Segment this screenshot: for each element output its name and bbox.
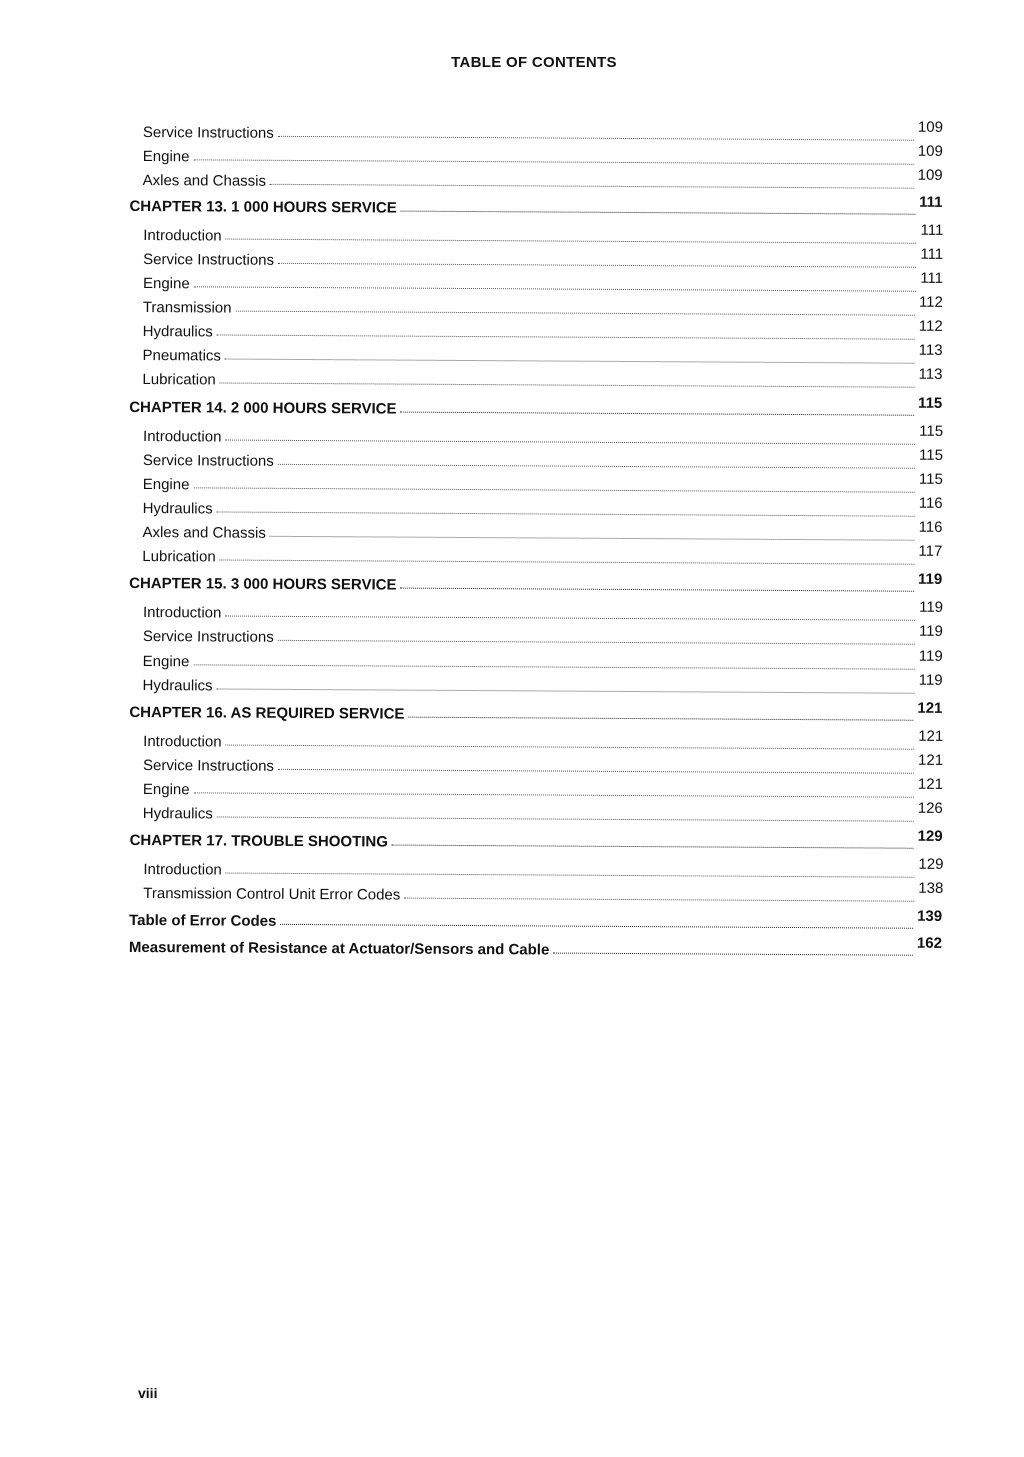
toc-entry-page: 121 — [918, 727, 944, 745]
dot-leader — [226, 239, 917, 244]
dot-leader — [217, 511, 915, 516]
dot-leader — [400, 588, 913, 592]
toc-entry-label: Engine — [142, 653, 190, 671]
page-number: viii — [138, 1385, 158, 1401]
toc-entry-page: 112 — [918, 293, 943, 311]
toc-entry-page: 119 — [918, 671, 943, 689]
toc-entry[interactable] — [143, 728, 943, 755]
toc-chapter-label: Table of Error Codes — [129, 911, 277, 930]
toc-entry-page: 162 — [916, 934, 943, 952]
toc-entry[interactable] — [143, 294, 943, 321]
dot-leader — [278, 640, 915, 645]
toc-entry-label: Introduction — [143, 227, 222, 245]
toc-entry-page: 119 — [918, 622, 943, 640]
toc-entry[interactable] — [143, 623, 943, 650]
toc-entry[interactable] — [142, 672, 942, 699]
toc-entry-label: Introduction — [143, 733, 222, 751]
toc-entry-label: Introduction — [142, 604, 222, 622]
toc-entry[interactable] — [143, 143, 943, 170]
toc-entry[interactable] — [143, 495, 943, 522]
toc-entry-label: Service Instructions — [142, 628, 274, 646]
toc-entry-label: Lubrication — [142, 371, 216, 389]
toc-entry-page: 109 — [917, 166, 943, 184]
toc-entry-label: Engine — [142, 275, 190, 293]
toc-entry-page: 126 — [917, 799, 943, 817]
toc-entry[interactable] — [143, 752, 943, 779]
toc-entry-page: 111 — [920, 245, 944, 263]
toc-entry[interactable] — [142, 519, 942, 546]
dot-leader — [220, 382, 915, 387]
toc-entry-page: 115 — [919, 422, 944, 440]
dot-leader — [278, 769, 914, 774]
dot-leader — [278, 136, 914, 141]
toc-entry-page: 115 — [918, 470, 943, 488]
toc-entry-page: 115 — [918, 446, 944, 464]
toc-chapter-label: CHAPTER 15. 3 000 HOURS SERVICE — [129, 574, 397, 594]
toc-entry[interactable] — [143, 270, 943, 297]
toc-entry-page: 111 — [919, 193, 943, 211]
dot-leader — [217, 334, 915, 339]
dot-leader — [553, 953, 913, 956]
dot-leader — [404, 898, 914, 902]
toc-chapter-label: Measurement of Resistance at Actuator/Sensors and Cable — [128, 938, 550, 959]
toc-entry-label: Service Instructions — [142, 452, 274, 470]
toc-chapter-entry[interactable] — [129, 907, 942, 934]
toc-entry[interactable] — [143, 471, 943, 498]
toc-entry[interactable] — [143, 800, 943, 827]
dot-leader — [278, 464, 915, 469]
toc-entry-label: Hydraulics — [142, 323, 213, 341]
dot-leader — [193, 159, 913, 164]
toc-entry-page: 119 — [918, 647, 943, 665]
toc-chapter-entry[interactable] — [129, 193, 942, 220]
dot-leader — [392, 845, 914, 849]
toc-entry-page: 117 — [918, 542, 943, 560]
toc-entry[interactable] — [143, 342, 943, 369]
dot-leader — [401, 412, 914, 416]
toc-chapter-entry[interactable] — [129, 394, 942, 421]
toc-entry[interactable] — [143, 222, 943, 249]
toc-entry-page: 113 — [918, 341, 943, 359]
toc-entry[interactable] — [143, 167, 943, 194]
toc-entry-label: Axles and Chassis — [142, 172, 267, 190]
toc-entry[interactable] — [143, 119, 943, 146]
toc-entry-label: Engine — [142, 476, 190, 494]
toc-chapter-label: CHAPTER 14. 2 000 HOURS SERVICE — [129, 398, 397, 418]
toc-entry-label: Introduction — [143, 428, 222, 446]
toc-entry-page: 113 — [918, 365, 943, 383]
toc-entry-label: Hydraulics — [142, 805, 213, 823]
toc-entry-page: 129 — [918, 855, 944, 873]
dot-leader — [220, 559, 915, 564]
toc-chapter-label: CHAPTER 17. TROUBLE SHOOTING — [129, 831, 389, 851]
toc-entry-label: Engine — [142, 148, 190, 166]
dot-leader — [401, 211, 915, 215]
dot-leader — [194, 286, 916, 291]
toc-entry-page: 121 — [917, 775, 944, 793]
dot-leader — [225, 359, 915, 364]
toc-entry-page: 139 — [917, 907, 943, 925]
dot-leader — [193, 664, 914, 669]
dot-leader — [217, 816, 914, 821]
dot-leader — [225, 616, 915, 621]
dot-leader — [278, 263, 916, 268]
toc-entry-label: Service Instructions — [143, 251, 275, 269]
toc-entry-page: 119 — [919, 598, 944, 616]
toc-entry[interactable] — [143, 648, 943, 675]
dot-leader — [194, 792, 914, 797]
toc-entry[interactable] — [143, 246, 943, 273]
dot-leader — [235, 311, 914, 316]
toc-entry-page: 112 — [918, 317, 943, 335]
toc-entry-page: 115 — [918, 394, 943, 412]
dot-leader — [270, 184, 914, 189]
toc-entry-label: Transmission — [142, 299, 232, 317]
toc-entry-page: 116 — [918, 518, 943, 536]
toc-entry[interactable] — [143, 880, 943, 907]
dot-leader — [280, 924, 913, 929]
dot-leader — [193, 487, 914, 492]
toc-chapter-label: CHAPTER 16. AS REQUIRED SERVICE — [129, 703, 405, 723]
toc-entry-label: Transmission Control Unit Error Codes — [143, 885, 401, 904]
dot-leader — [226, 873, 915, 878]
dot-leader — [408, 717, 913, 721]
toc-entry-label: Introduction — [143, 861, 222, 879]
toc-entry-page: 121 — [917, 699, 943, 717]
dot-leader — [217, 688, 915, 693]
toc-entry-label: Pneumatics — [142, 347, 221, 365]
toc-entry-page: 111 — [920, 221, 944, 239]
toc-chapter-entry[interactable] — [130, 827, 943, 854]
toc-entry[interactable] — [142, 366, 942, 393]
toc-entry[interactable] — [143, 599, 943, 626]
toc-entry-page: 129 — [917, 827, 943, 845]
page-title: TABLE OF CONTENTS — [451, 54, 617, 71]
toc-entry[interactable] — [143, 423, 943, 450]
toc-chapter-label: CHAPTER 13. 1 000 HOURS SERVICE — [129, 197, 397, 217]
toc-entry-page: 119 — [917, 570, 943, 588]
toc-entry[interactable] — [143, 318, 943, 345]
toc-entry[interactable] — [143, 856, 943, 883]
toc-entry-page: 109 — [917, 142, 943, 160]
dot-leader — [225, 440, 915, 445]
dot-leader — [270, 536, 915, 541]
toc-entry-page: 121 — [918, 751, 944, 769]
toc-entry-label: Service Instructions — [143, 757, 274, 775]
toc-chapter-entry[interactable] — [129, 570, 942, 597]
toc-entry-label: Hydraulics — [142, 500, 213, 518]
toc-chapter-entry[interactable] — [129, 699, 942, 726]
toc-entry-page: 111 — [920, 269, 944, 287]
toc-entry-page: 109 — [917, 118, 944, 136]
toc-chapter-entry[interactable] — [129, 934, 942, 961]
toc-entry-label: Engine — [142, 781, 190, 799]
toc-entry[interactable] — [143, 447, 943, 474]
toc-entry-label: Service Instructions — [142, 124, 274, 142]
toc-entry-label: Axles and Chassis — [142, 524, 266, 542]
toc-entry-page: 138 — [918, 879, 944, 897]
toc-entry-page: 116 — [918, 494, 943, 512]
toc-entry[interactable] — [143, 776, 943, 803]
toc-entry[interactable] — [142, 543, 942, 570]
toc-entry-label: Lubrication — [142, 548, 216, 566]
dot-leader — [226, 745, 915, 750]
toc-entry-label: Hydraulics — [142, 677, 213, 695]
